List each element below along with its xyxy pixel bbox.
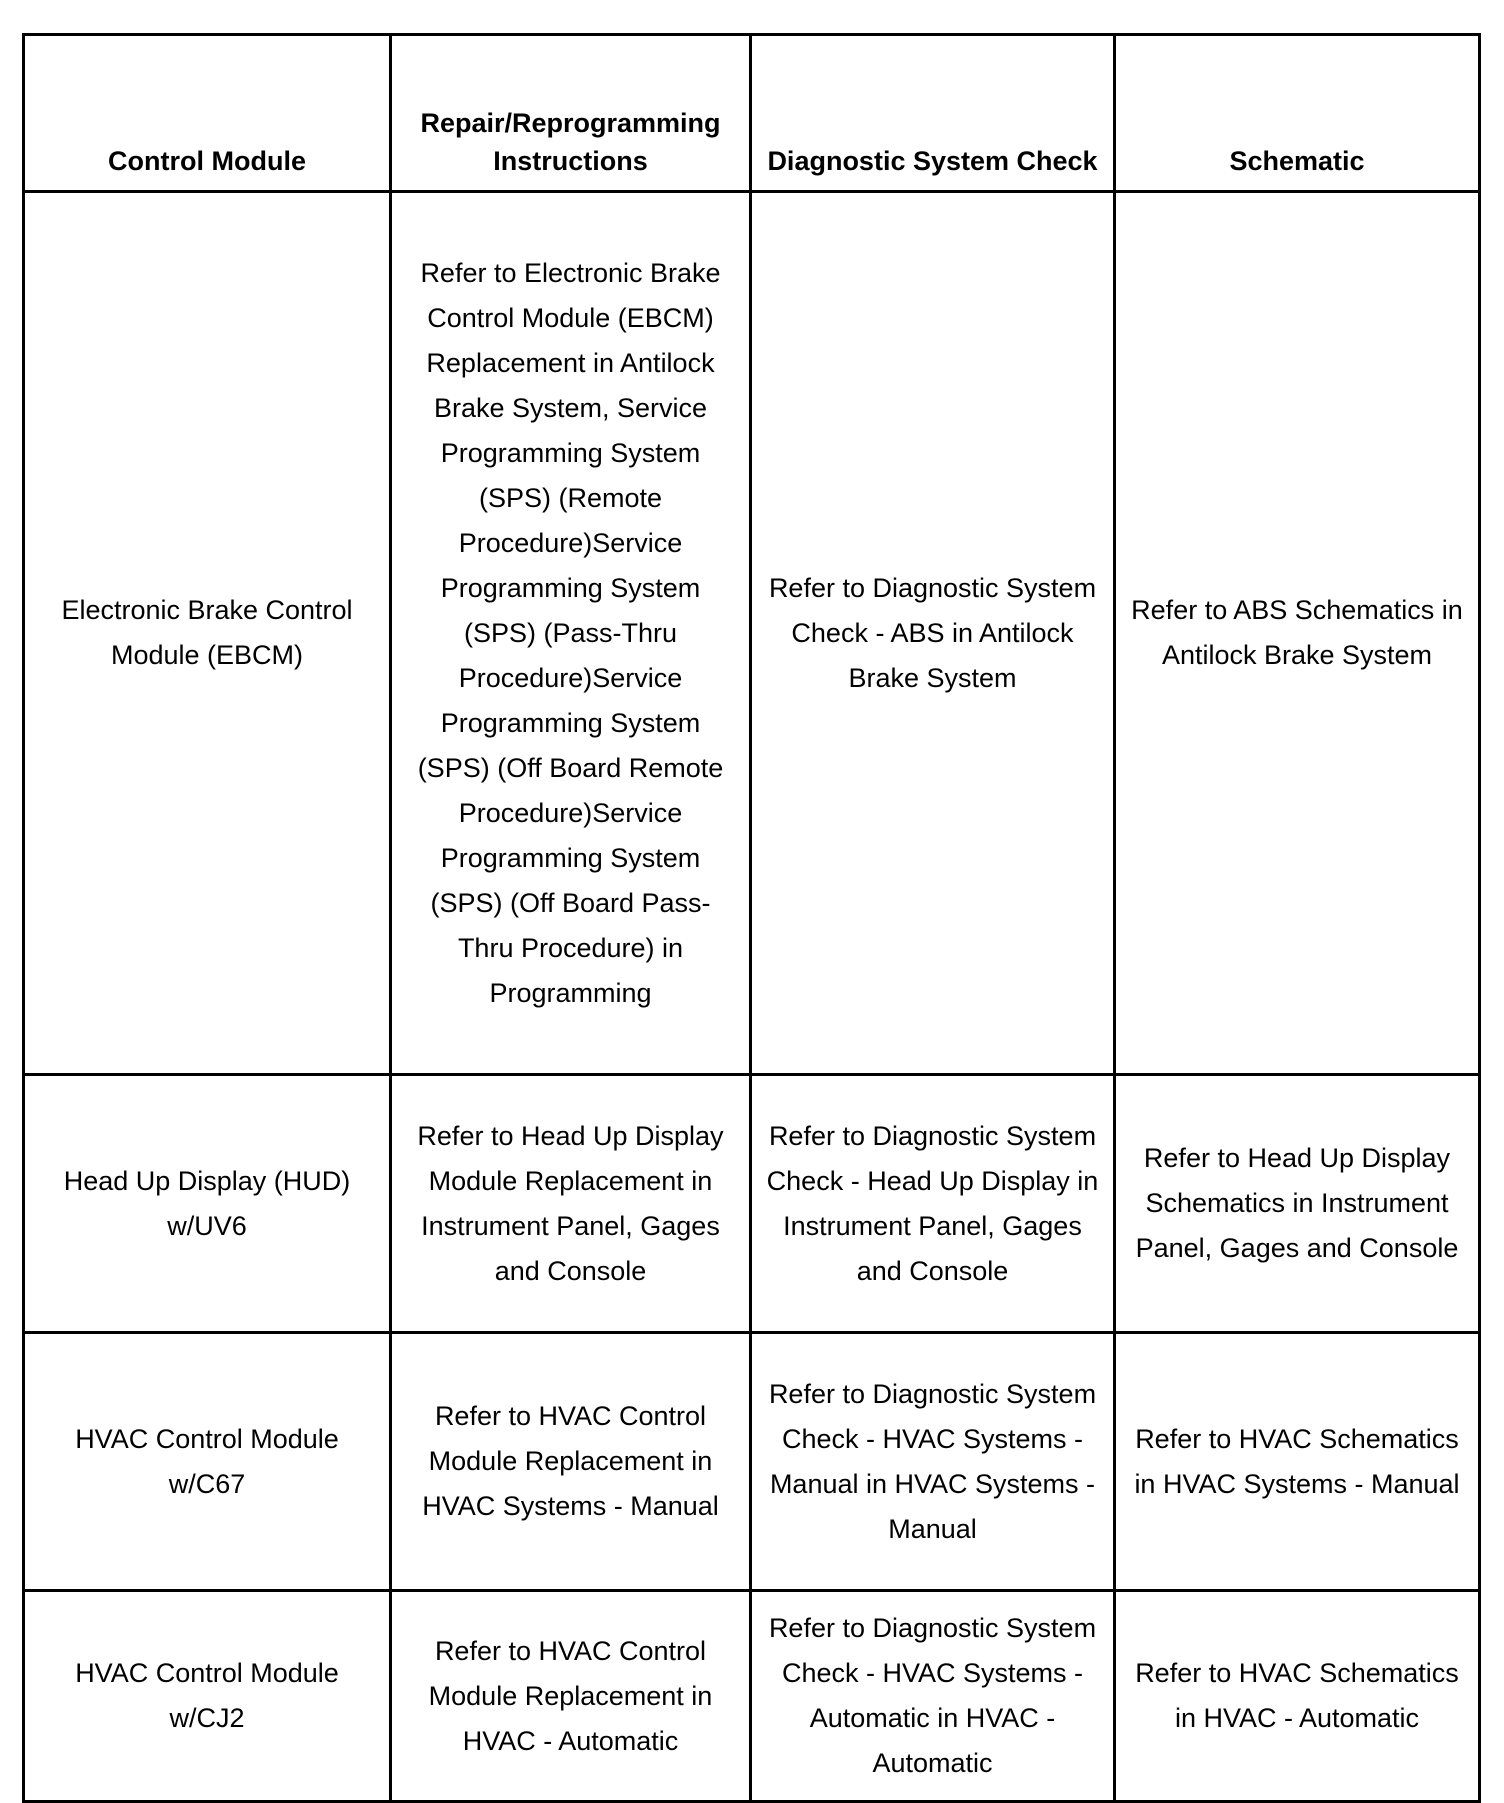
cell-repair: Refer to Electronic Brake Control Module (EBCM) Replacement in Antilock Brake System, Service Programming System (SPS) (Remote Procedure)Service Programming System (SPS) (Pass-Thru Procedure)Service Programming System (SPS) (Off Board Remote Procedure)Service Programming System (SPS) (Off Board Pass-Thru Procedure) in Programming bbox=[391, 192, 751, 1075]
table-row bbox=[24, 1333, 1480, 1591]
header-diagnostic-system-check: Diagnostic System Check bbox=[751, 35, 1115, 192]
cell-module: Electronic Brake Control Module (EBCM) bbox=[24, 192, 391, 1075]
cell-repair: Refer to HVAC Control Module Replacement in HVAC - Automatic bbox=[391, 1591, 751, 1802]
cell-repair: Refer to HVAC Control Module Replacement in HVAC Systems - Manual bbox=[391, 1333, 751, 1591]
cell-schematic: Refer to ABS Schematics in Antilock Brake System bbox=[1115, 192, 1480, 1075]
header-row bbox=[24, 35, 1480, 192]
cell-schematic: Refer to HVAC Schematics in HVAC - Automatic bbox=[1115, 1591, 1480, 1802]
table-header bbox=[24, 35, 1480, 192]
header-control-module: Control Module bbox=[24, 35, 391, 192]
table-row bbox=[24, 192, 1480, 1075]
table-row bbox=[24, 1591, 1480, 1802]
table-body bbox=[24, 192, 1480, 1802]
header-schematic: Schematic bbox=[1115, 35, 1480, 192]
cell-schematic: Refer to Head Up Display Schematics in Instrument Panel, Gages and Console bbox=[1115, 1075, 1480, 1333]
cell-diagnostic: Refer to Diagnostic System Check - HVAC Systems - Automatic in HVAC - Automatic bbox=[751, 1591, 1115, 1802]
cell-diagnostic: Refer to Diagnostic System Check - ABS in Antilock Brake System bbox=[751, 192, 1115, 1075]
cell-diagnostic: Refer to Diagnostic System Check - HVAC Systems - Manual in HVAC Systems - Manual bbox=[751, 1333, 1115, 1591]
cell-diagnostic: Refer to Diagnostic System Check - Head Up Display in Instrument Panel, Gages and Console bbox=[751, 1075, 1115, 1333]
header-repair-instructions: Repair/Reprogramming Instructions bbox=[391, 35, 751, 192]
table-row bbox=[24, 1075, 1480, 1333]
cell-module: Head Up Display (HUD) w/UV6 bbox=[24, 1075, 391, 1333]
cell-schematic: Refer to HVAC Schematics in HVAC Systems - Manual bbox=[1115, 1333, 1480, 1591]
cell-repair: Refer to Head Up Display Module Replacement in Instrument Panel, Gages and Console bbox=[391, 1075, 751, 1333]
cell-module: HVAC Control Module w/C67 bbox=[24, 1333, 391, 1591]
control-module-table bbox=[22, 33, 1481, 1803]
cell-module: HVAC Control Module w/CJ2 bbox=[24, 1591, 391, 1802]
